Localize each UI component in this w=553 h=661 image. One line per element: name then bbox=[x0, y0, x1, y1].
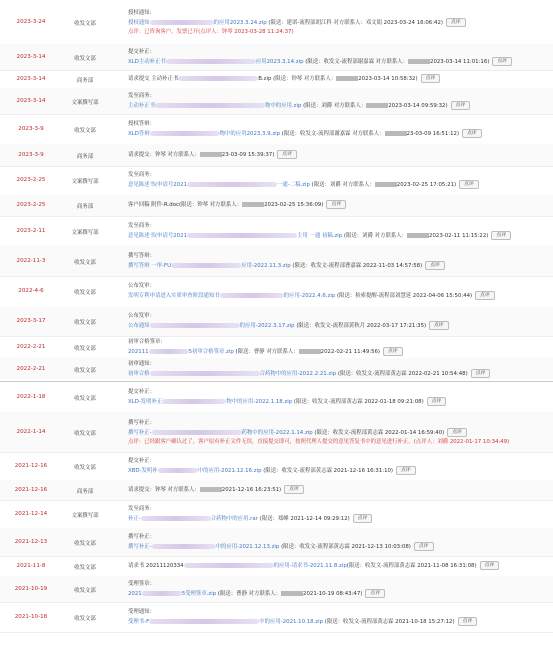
blurred-text bbox=[141, 516, 211, 521]
redacted-text bbox=[408, 59, 430, 64]
record-date: 2021-12-13 bbox=[14, 539, 48, 545]
comment-button[interactable]: 点评 bbox=[414, 542, 434, 551]
record-department: 收发文部 bbox=[74, 367, 96, 374]
record-detail-line bbox=[128, 617, 547, 627]
comment-text: 点评：已咨询客户，发票已开(点评人：钟琴 2023-03-28 11:24:37) bbox=[128, 29, 294, 35]
attachment-link[interactable]: 的应用-2022.3.17.zip bbox=[239, 323, 295, 329]
attachment-link[interactable]: 202111 bbox=[128, 349, 149, 355]
redacted-text bbox=[366, 103, 388, 108]
record-text: 请求书 20211120334 bbox=[128, 563, 184, 569]
attachment-link[interactable]: 一通-二稿.zip bbox=[276, 182, 310, 188]
record-type: 发至商务： bbox=[128, 172, 155, 178]
record-detail-line bbox=[128, 57, 547, 67]
record-type: 提交补正： bbox=[128, 389, 155, 395]
record-department: 收发文部 bbox=[74, 128, 96, 134]
record-department: 收发文部 bbox=[74, 465, 96, 471]
record-row bbox=[0, 246, 553, 277]
record-info-time: 23-03-09 15:39:37) bbox=[221, 152, 275, 158]
record-date: 2023-2-25 bbox=[16, 202, 46, 208]
record-row bbox=[0, 0, 553, 45]
record-content bbox=[128, 419, 547, 447]
record-type: 发至商务： bbox=[128, 506, 155, 512]
record-date: 2022-4-6 bbox=[18, 288, 44, 294]
attachment-link[interactable]: 意见陈述书(申请号2021 bbox=[128, 182, 187, 188]
record-date: 2023-2-25 bbox=[16, 177, 46, 183]
record-date: 2022-1-14 bbox=[16, 429, 46, 435]
record-date: 2023-3-9 bbox=[18, 152, 44, 158]
comment-button[interactable]: 点评 bbox=[462, 129, 482, 138]
record-list-bottom bbox=[0, 381, 553, 661]
record-row bbox=[0, 382, 553, 413]
record-content bbox=[128, 360, 547, 379]
record-info: (限送：刘爵 对方联系人： bbox=[311, 182, 375, 188]
attachment-link[interactable]: 应用2023.3.14.zip bbox=[255, 59, 304, 65]
blurred-text bbox=[150, 371, 260, 376]
comment-button[interactable]: 点评 bbox=[396, 466, 416, 475]
attachment-link[interactable]: 意见陈述书(申请号2021 bbox=[128, 233, 187, 239]
record-detail-line bbox=[128, 428, 547, 438]
attachment-link[interactable]: 2021 bbox=[128, 591, 142, 597]
blurred-text bbox=[162, 399, 226, 404]
record-date: 2023-3-9 bbox=[18, 126, 44, 132]
record-date: 2021-12-14 bbox=[14, 511, 48, 517]
comment-button[interactable]: 点评 bbox=[475, 291, 495, 300]
attachment-link[interactable]: 中的应用-2021.12.13.zip bbox=[215, 544, 280, 550]
record-detail-line bbox=[128, 589, 547, 599]
record-type: 提交补正： bbox=[128, 458, 155, 464]
attachment-link[interactable]: XLD答辩 bbox=[128, 131, 150, 137]
attachment-link[interactable]: 撰写补正- bbox=[128, 544, 152, 550]
redacted-text bbox=[375, 182, 397, 187]
record-detail-line bbox=[128, 466, 547, 476]
record-content bbox=[128, 533, 547, 552]
record-info-time: 2023-03-14 11:01:16) bbox=[430, 59, 490, 65]
attachment-link[interactable]: 主用 一通 初稿.zip bbox=[296, 233, 343, 239]
record-content bbox=[128, 48, 547, 67]
record-info: (限送：收发文-流程部谢嘉霖 对方联系人： bbox=[305, 59, 409, 65]
record-date: 2023-3-14 bbox=[16, 54, 46, 60]
record-row bbox=[0, 556, 553, 577]
record-row bbox=[0, 528, 553, 557]
record-content bbox=[128, 171, 547, 190]
record-date: 2022-11-3 bbox=[16, 258, 46, 264]
record-type: 发至商务： bbox=[128, 93, 155, 99]
record-row bbox=[0, 44, 553, 71]
redacted-text bbox=[200, 152, 222, 157]
record-info-time: 2022-02-21 11:49:56) bbox=[320, 349, 381, 355]
record-type: 受理签章： bbox=[128, 581, 155, 587]
record-info: (限送：曹静 对方联系人： bbox=[235, 349, 299, 355]
record-type: 受理通知： bbox=[128, 609, 155, 615]
record-row bbox=[0, 194, 553, 217]
blurred-text bbox=[171, 263, 241, 268]
record-info: (限送：收发文-流程部黄志霖 2021-11-08 16:31:08) bbox=[346, 563, 477, 569]
blurred-text bbox=[187, 182, 277, 187]
comment-button[interactable]: 点评 bbox=[459, 180, 479, 189]
record-content bbox=[128, 338, 547, 357]
redacted-text bbox=[281, 591, 303, 596]
blurred-text bbox=[149, 349, 189, 354]
record-content bbox=[128, 388, 547, 407]
record-info: (限送：收发文-流程部谢嘉霖 对方联系人： bbox=[281, 131, 385, 137]
record-row bbox=[0, 358, 553, 379]
record-row bbox=[0, 452, 553, 481]
record-info: (限送：收发文-流程部黄志霖 2021-12-16 16:31:10) bbox=[263, 468, 394, 474]
redacted-text bbox=[385, 131, 407, 136]
blurred-text bbox=[220, 293, 284, 298]
attachment-link[interactable]: 合药物中的应用.rar bbox=[210, 516, 258, 522]
record-info-time: 2023-02-25 15:36:09) bbox=[264, 202, 324, 208]
record-department: 文案撰写部 bbox=[71, 179, 99, 185]
comment-button[interactable]: 点评 bbox=[383, 347, 403, 356]
comment-button[interactable]: 点评 bbox=[421, 74, 441, 83]
record-info: (限送：收发文-流程部曹嘉霖 2022-11-03 14:57:58) bbox=[292, 263, 423, 269]
record-department: 收发文部 bbox=[74, 56, 96, 62]
record-detail-line bbox=[128, 369, 547, 379]
record-date: 2023-3-17 bbox=[16, 318, 46, 324]
record-row bbox=[0, 144, 553, 167]
redacted-text bbox=[407, 233, 429, 238]
record-content bbox=[128, 74, 547, 84]
attachment-link[interactable]: 药物中的应用-2022.1.14.zip bbox=[241, 430, 313, 436]
record-detail-line bbox=[128, 321, 547, 331]
record-info: (限送：收发文-流程部黄志霖 2022-01-14 16:59:40) bbox=[314, 430, 445, 436]
record-type: 授权通知: bbox=[128, 10, 152, 16]
record-type: 初审合格签章： bbox=[128, 339, 166, 345]
comment-text: 点评：已经跟客户确认过了，客户原有补正文件无误，直接提交即可，按照代理人提交的意见答复书中的意见进行补正。(点评人：刘爵 2022-01-17 10:34:49) bbox=[128, 439, 510, 445]
record-date: 2023-2-11 bbox=[16, 228, 46, 234]
comment-button[interactable]: 点评 bbox=[471, 369, 491, 378]
record-date: 2023-3-14 bbox=[16, 98, 46, 104]
record-row bbox=[0, 88, 553, 115]
attachment-link[interactable]: XLD-发明补正 bbox=[128, 399, 163, 405]
record-department: 文案撰写部 bbox=[71, 513, 99, 519]
record-text: 请求提交 主动补正书 bbox=[128, 76, 179, 82]
record-content bbox=[128, 150, 547, 160]
record-row bbox=[0, 276, 553, 307]
comment-button[interactable]: 点评 bbox=[353, 514, 373, 523]
attachment-link[interactable]: 中的应用-2021.10.18.zip bbox=[259, 619, 324, 625]
record-content bbox=[128, 120, 547, 139]
attachment-link[interactable]: 补正- bbox=[128, 516, 141, 522]
comment-button[interactable]: 点评 bbox=[491, 231, 511, 240]
blurred-text bbox=[149, 619, 259, 624]
record-department: 收发文部 bbox=[74, 396, 96, 402]
record-content bbox=[128, 457, 547, 476]
attachment-link[interactable]: 物中的应用-2022.1.18.zip bbox=[226, 399, 293, 405]
attachment-link[interactable]: 物中的应用.zip bbox=[264, 103, 302, 109]
record-department: 收发文部 bbox=[74, 616, 96, 622]
record-row bbox=[0, 216, 553, 247]
blurred-text bbox=[152, 544, 216, 549]
record-type: 撰写补正： bbox=[128, 420, 155, 426]
attachment-link[interactable]: XBD-发明补 bbox=[128, 468, 158, 474]
blurred-text bbox=[155, 103, 265, 108]
attachment-link[interactable]: 的应用2023.3.24.zip bbox=[213, 20, 267, 26]
record-date: 2022-2-21 bbox=[16, 365, 46, 372]
comment-button[interactable]: 点评 bbox=[425, 261, 445, 270]
record-info-time: 2023-03-14 09:59:32) bbox=[388, 103, 448, 109]
record-department: 商务部 bbox=[76, 154, 94, 160]
record-info: (限送：检索提醒-流程部刘慧延 2022-04-06 15:50:44) bbox=[336, 293, 473, 299]
record-department: 收发文部 bbox=[74, 290, 96, 296]
redacted-text bbox=[200, 487, 222, 492]
blurred-text bbox=[166, 59, 256, 64]
record-type: 提交补正： bbox=[128, 49, 155, 55]
record-detail-line bbox=[128, 200, 547, 210]
attachment-link[interactable]: 的应用-2022.4.6.zip bbox=[283, 293, 336, 299]
record-content bbox=[128, 312, 547, 331]
comment-button[interactable]: 点评 bbox=[480, 561, 500, 570]
attachment-link[interactable]: 合药物中的应用-2022.2.21.zip bbox=[259, 371, 337, 377]
record-date: 2021-10-18 bbox=[14, 614, 48, 620]
comment-button[interactable]: 点评 bbox=[365, 589, 385, 598]
record-department: 收发文部 bbox=[74, 541, 96, 547]
record-content bbox=[128, 561, 547, 571]
record-row bbox=[0, 114, 553, 145]
comment-button[interactable]: 点评 bbox=[429, 321, 449, 330]
comment-button[interactable]: 点评 bbox=[451, 101, 471, 110]
record-date: 2021-11-8 bbox=[16, 563, 46, 569]
record-type: 撰写补正： bbox=[128, 534, 155, 540]
record-info-time: 2023-02-25 17:05:21) bbox=[396, 182, 457, 188]
record-date: 2021-12-16 bbox=[14, 487, 48, 493]
record-detail-line bbox=[128, 347, 547, 357]
attachment-link[interactable]: 初审合格 bbox=[128, 371, 150, 377]
record-detail-line bbox=[128, 74, 547, 84]
record-info: (限送：收发文-流程部黄志霖 2021-12-13 10:03:08) bbox=[281, 544, 411, 550]
record-department: 商务部 bbox=[76, 78, 94, 84]
record-row bbox=[0, 500, 553, 529]
record-content bbox=[128, 485, 547, 495]
record-detail-line bbox=[128, 261, 547, 271]
record-content bbox=[128, 282, 547, 301]
record-date: 2023-3-24 bbox=[16, 19, 46, 25]
attachment-link[interactable]: 公布通知 bbox=[128, 323, 150, 329]
blurred-text bbox=[152, 430, 242, 435]
record-type: 公布发审： bbox=[128, 283, 155, 289]
redacted-text bbox=[242, 202, 264, 207]
record-info: (限送：收发文-流程部黄志霖 2021-10-18 15:27:12) bbox=[324, 619, 455, 625]
record-department: 商务部 bbox=[76, 489, 94, 495]
record-content bbox=[128, 580, 547, 599]
record-department: 文案撰写部 bbox=[71, 230, 99, 236]
record-detail-line bbox=[128, 180, 547, 190]
record-content bbox=[128, 222, 547, 241]
redacted-text bbox=[336, 76, 358, 81]
record-info: (限送：郑峰 2021-12-14 09:29:12) bbox=[259, 516, 350, 522]
record-detail-line bbox=[128, 101, 547, 111]
record-row bbox=[0, 576, 553, 603]
attachment-link[interactable]: 受理书-F bbox=[128, 619, 150, 625]
attachment-link[interactable]: 撰写补正- bbox=[128, 430, 152, 436]
record-info: (限送：刘爵 对方联系人： bbox=[343, 233, 408, 239]
blurred-text bbox=[150, 20, 214, 25]
record-department: 收发文部 bbox=[74, 320, 96, 326]
record-detail-line bbox=[128, 231, 547, 241]
record-row bbox=[0, 412, 553, 453]
record-content bbox=[128, 505, 547, 524]
record-date: 2022-1-18 bbox=[16, 394, 46, 400]
attachment-link[interactable]: XLD主动补正书 bbox=[128, 59, 166, 65]
blurred-text bbox=[184, 563, 274, 568]
attachment-link[interactable]: 中的应用-2021.12.16.zip bbox=[197, 468, 262, 474]
record-info: (限送：建诺-流程部胡江科 对方联系人：邓文娟 2023-03-24 16:06:42) bbox=[268, 20, 444, 26]
record-department: 收发文部 bbox=[74, 346, 96, 352]
record-detail-line bbox=[128, 561, 547, 571]
blurred-text bbox=[142, 591, 182, 596]
attachment-link[interactable]: 5初审合格签章.zip bbox=[188, 349, 234, 355]
comment-button[interactable]: 点评 bbox=[427, 397, 447, 406]
attachment-link[interactable]: 物中的应用2023.3.9.zip bbox=[219, 131, 281, 137]
record-department: 收发文部 bbox=[74, 260, 96, 266]
record-info: (限送：收发文-流程部黄志霖 2022-02-21 10:54:48) bbox=[337, 371, 468, 377]
record-info-time: 2023-02-11 11:15:22) bbox=[429, 233, 489, 239]
attachment-link[interactable]: 应用-2022.11.3.zip bbox=[241, 263, 291, 269]
record-date: 2022-2-21 bbox=[16, 344, 46, 350]
record-content bbox=[128, 608, 547, 627]
record-department: 文案撰写部 bbox=[71, 100, 99, 106]
record-department: 收发文部 bbox=[74, 431, 96, 437]
record-detail-line bbox=[128, 514, 547, 524]
record-text: 请求提交：钟琴 对方联系人： bbox=[128, 152, 200, 158]
record-content bbox=[128, 252, 547, 271]
comment-button[interactable]: 点评 bbox=[492, 57, 512, 66]
record-date: 2021-12-16 bbox=[14, 463, 48, 469]
record-type: 撰写答辩： bbox=[128, 253, 155, 259]
record-type: 初审通知： bbox=[128, 361, 155, 367]
record-department: 商务部 bbox=[76, 204, 94, 210]
record-content bbox=[128, 9, 547, 37]
record-row bbox=[0, 480, 553, 501]
record-info: (限送：曹静 对方联系人： bbox=[217, 591, 282, 597]
record-info-time: 2023-03-14 10:58:32) bbox=[358, 76, 418, 82]
blurred-text bbox=[178, 76, 258, 81]
record-type: 发至商务： bbox=[128, 223, 155, 229]
record-detail-line bbox=[128, 485, 547, 495]
record-info: (限送：刘爵 对方联系人： bbox=[303, 103, 367, 109]
record-text: B.zip (限送：钟琴 对方联系人： bbox=[258, 76, 337, 82]
record-detail-line bbox=[128, 150, 547, 160]
record-detail-line bbox=[128, 291, 547, 301]
attachment-link[interactable]: 5受理签章.zip bbox=[181, 591, 217, 597]
record-detail-line bbox=[128, 397, 547, 407]
record-info-time: 23-03-09 16:51:12) bbox=[406, 131, 460, 137]
record-row bbox=[0, 166, 553, 195]
record-content bbox=[128, 200, 547, 210]
comment-button[interactable]: 点评 bbox=[458, 617, 478, 626]
record-row bbox=[0, 70, 553, 89]
attachment-link[interactable]: 发明专利申请进入实质审查阶段通知书 bbox=[128, 293, 220, 299]
redacted-text bbox=[299, 349, 321, 354]
record-date: 2023-3-14 bbox=[16, 76, 46, 82]
record-row bbox=[0, 306, 553, 337]
attachment-link[interactable]: 授权通知 bbox=[128, 20, 150, 26]
record-type: 授权答辩： bbox=[128, 121, 155, 127]
record-detail-line bbox=[128, 129, 547, 139]
record-department: 收发文部 bbox=[74, 565, 96, 571]
record-content bbox=[128, 92, 547, 111]
attachment-link[interactable]: 主动补正书 bbox=[128, 103, 155, 109]
comment-button[interactable]: 点评 bbox=[284, 485, 304, 494]
record-row bbox=[0, 336, 553, 359]
blurred-text bbox=[187, 233, 297, 238]
attachment-link[interactable]: 撰写答辩 一审-FU bbox=[128, 263, 172, 269]
record-type: 公布发审： bbox=[128, 313, 155, 319]
record-detail-line bbox=[128, 542, 547, 552]
blurred-text bbox=[158, 468, 198, 473]
record-department: 收发文部 bbox=[74, 588, 96, 594]
comment-button[interactable]: 点评 bbox=[446, 18, 466, 27]
comment-button[interactable]: 点评 bbox=[447, 428, 467, 437]
record-info: (限送：收发文-流程部黄志霖 2022-01-18 09:21:08) bbox=[293, 399, 424, 405]
blurred-text bbox=[150, 323, 240, 328]
record-info-time: 2021-12-16 16:23:51) bbox=[221, 487, 282, 493]
record-info-time: 2021-10-19 08:43:47) bbox=[303, 591, 363, 597]
record-date: 2021-10-19 bbox=[14, 586, 48, 592]
record-detail-line bbox=[128, 18, 547, 28]
record-info: (限送：收发文-流程部黄秋月 2022-03-17 17:21:35) bbox=[296, 323, 427, 329]
record-text: 客户回稿 附件-R.doc(限送：钟琴 对方联系人： bbox=[128, 202, 243, 208]
comment-button[interactable]: 点评 bbox=[326, 200, 346, 209]
record-text: 请求提交：钟琴 对方联系人： bbox=[128, 487, 200, 493]
record-department: 收发文部 bbox=[74, 21, 96, 27]
record-row bbox=[0, 602, 553, 633]
attachment-link[interactable]: 的应用-请求书-2021.11.8.zip bbox=[273, 563, 347, 569]
blurred-text bbox=[150, 131, 220, 136]
comment-button[interactable]: 点评 bbox=[277, 150, 297, 159]
